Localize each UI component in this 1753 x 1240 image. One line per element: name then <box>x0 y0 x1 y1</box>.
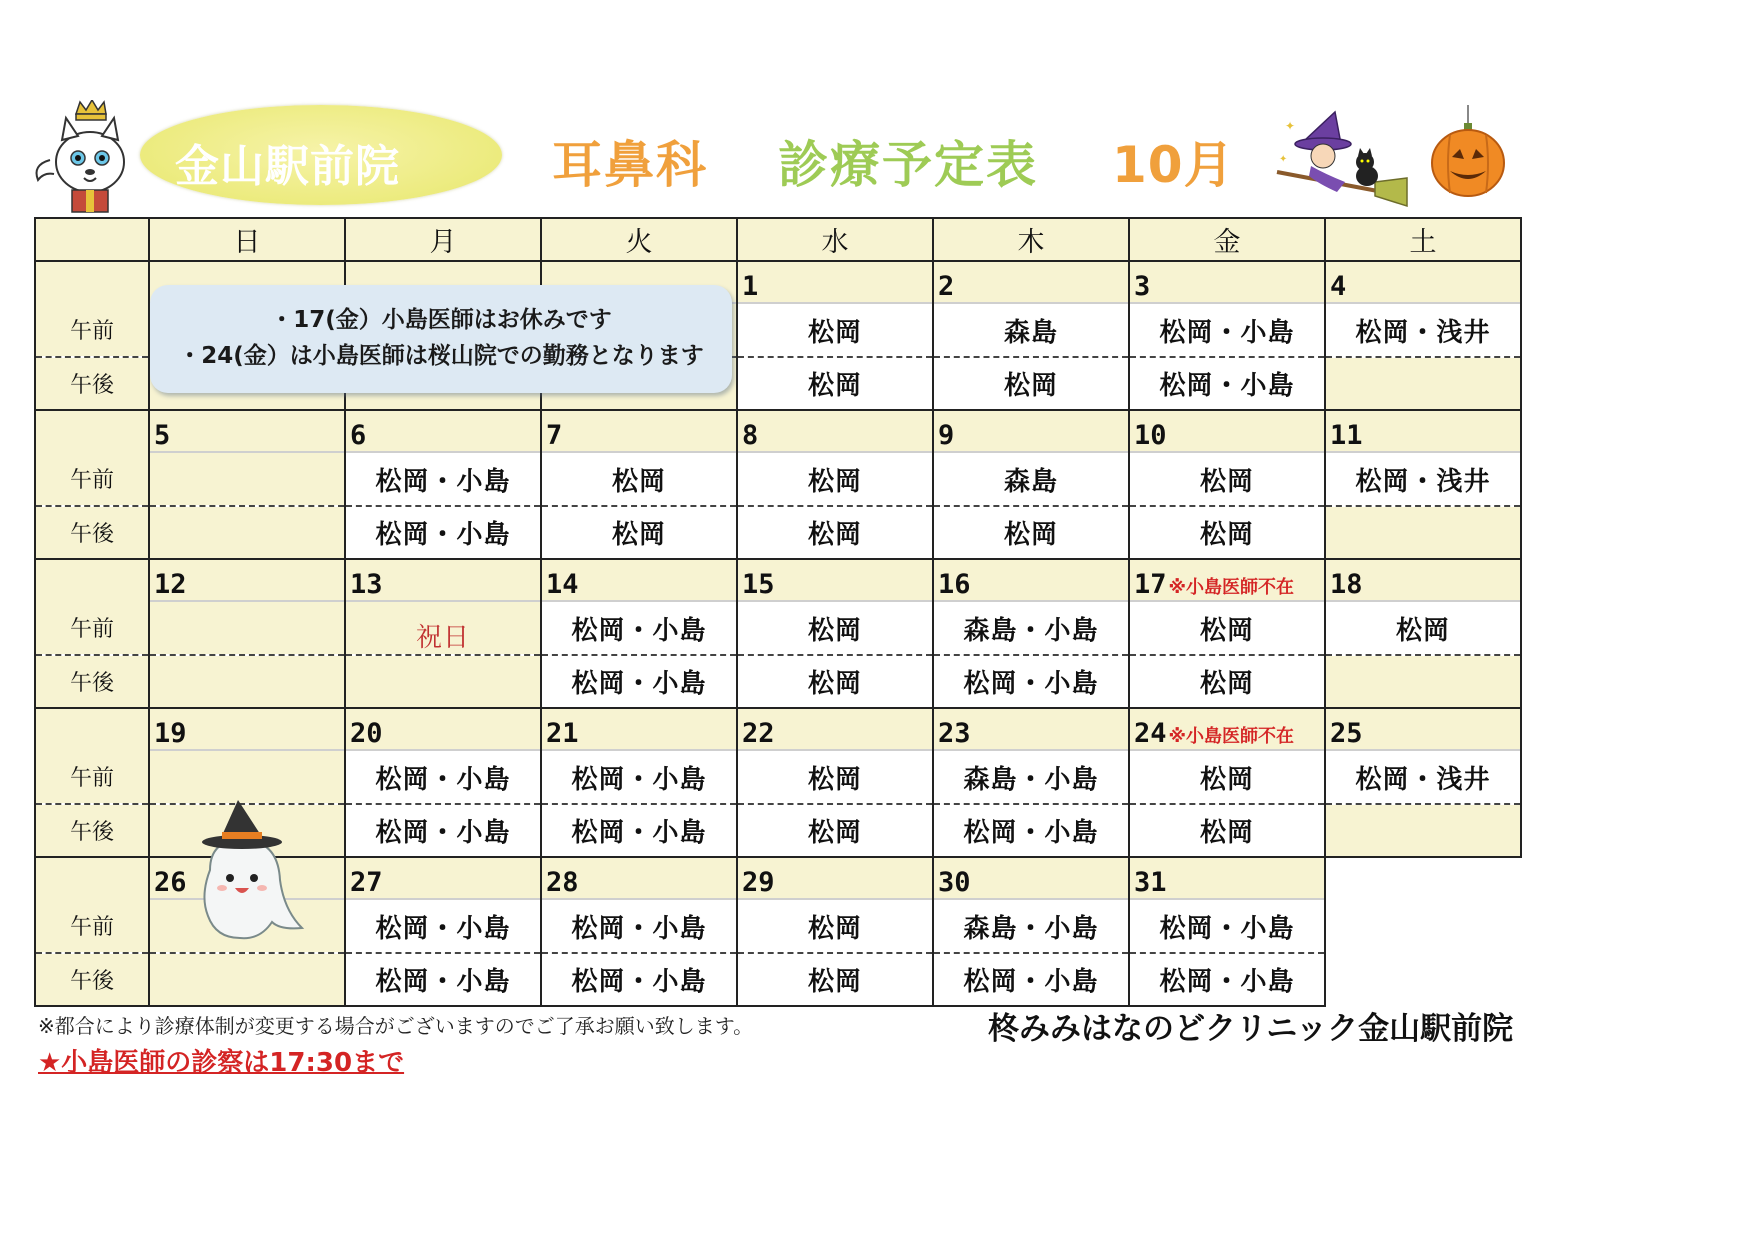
date-cell: 20 <box>345 708 541 750</box>
date-cell: 11 <box>1325 410 1521 452</box>
date-cell: 31 <box>1129 857 1325 899</box>
slot-cell: 森島 <box>933 303 1129 357</box>
slot-cell: 松岡・小島 <box>541 899 737 953</box>
slot-cell: 松岡 <box>933 357 1129 410</box>
label-spacer <box>35 708 149 750</box>
date-cell: 27 <box>345 857 541 899</box>
weekday-thu: 木 <box>933 218 1129 261</box>
date-cell: 19 <box>149 708 345 750</box>
absence-note: ※小島医師不在 <box>1168 577 1295 598</box>
date-cell: 14 <box>541 559 737 601</box>
slot-cell: 松岡・浅井 <box>1325 452 1521 506</box>
slot-cell: 松岡・小島 <box>1129 953 1325 1006</box>
week-3-pm-row <box>35 655 1521 708</box>
date-cell: 25 <box>1325 708 1521 750</box>
week-4-date-row <box>35 708 1521 750</box>
date-cell: 4 <box>1325 261 1521 303</box>
date-cell-24 <box>1129 708 1325 750</box>
notice-line-2: ・24(金）は小島医師は桜山院での勤務となります <box>178 343 704 369</box>
blank-cell <box>1325 857 1521 899</box>
week-2-pm-row <box>35 506 1521 559</box>
notice-line-1: ・17(金）小島医師はお休みです <box>270 307 612 333</box>
date-cell: 1 <box>737 261 933 303</box>
slot-cell: 松岡 <box>1325 601 1521 655</box>
pm-label: 午後 <box>35 804 149 857</box>
notice-box <box>150 285 732 393</box>
slot-cell: 松岡 <box>737 506 933 559</box>
slot-cell: 森島・小島 <box>933 750 1129 804</box>
slot-cell: 松岡 <box>541 452 737 506</box>
date-cell: 16 <box>933 559 1129 601</box>
date-cell: 12 <box>149 559 345 601</box>
slot-cell: 松岡・小島 <box>345 953 541 1006</box>
slot-cell <box>149 953 345 1006</box>
hours-warning: ★小島医師の診察は17:30まで <box>38 1048 405 1078</box>
slot-cell: 松岡 <box>737 357 933 410</box>
witch-icon <box>1275 110 1410 210</box>
title-schedule: 診療予定表 <box>778 136 1038 194</box>
svg-text:✦: ✦ <box>1279 154 1288 165</box>
cat-mascot-icon <box>32 100 142 215</box>
date-number: 17 <box>1134 569 1167 600</box>
pm-label: 午後 <box>35 357 149 410</box>
weekday-fri: 金 <box>1129 218 1325 261</box>
ghost-icon <box>180 800 310 950</box>
date-cell: 21 <box>541 708 737 750</box>
slot-cell: 松岡・小島 <box>541 750 737 804</box>
date-cell-17 <box>1129 559 1325 601</box>
slot-cell: 松岡・小島 <box>933 953 1129 1006</box>
am-label: 午前 <box>35 303 149 357</box>
date-cell: 7 <box>541 410 737 452</box>
slot-cell: 松岡・浅井 <box>1325 750 1521 804</box>
date-cell: 5 <box>149 410 345 452</box>
pm-label: 午後 <box>35 506 149 559</box>
week-2-date-row <box>35 410 1521 452</box>
slot-cell <box>1325 357 1521 410</box>
date-cell: 10 <box>1129 410 1325 452</box>
corner-cell <box>35 218 149 261</box>
slot-cell: 松岡 <box>737 953 933 1006</box>
title-month: 10月 <box>1112 136 1235 194</box>
slot-cell: 松岡・小島 <box>345 452 541 506</box>
weekday-sat: 土 <box>1325 218 1521 261</box>
slot-cell: 松岡 <box>737 452 933 506</box>
weekday-sun: 日 <box>149 218 345 261</box>
branch-name: 金山駅前院 <box>175 141 400 192</box>
slot-cell <box>149 506 345 559</box>
slot-cell: 松岡 <box>1129 506 1325 559</box>
slot-cell: 松岡 <box>737 601 933 655</box>
slot-cell: 松岡 <box>1129 452 1325 506</box>
slot-cell: 松岡・小島 <box>1129 899 1325 953</box>
date-cell: 15 <box>737 559 933 601</box>
slot-cell: 松岡 <box>737 303 933 357</box>
slot-cell <box>1325 804 1521 857</box>
date-cell: 29 <box>737 857 933 899</box>
date-cell: 3 <box>1129 261 1325 303</box>
week-4-am-row <box>35 750 1521 804</box>
slot-cell: 松岡・浅井 <box>1325 303 1521 357</box>
week-3-am-row <box>35 601 1521 655</box>
date-cell: 9 <box>933 410 1129 452</box>
weekday-tue: 火 <box>541 218 737 261</box>
slot-cell: 松岡・小島 <box>345 899 541 953</box>
week-3-date-row <box>35 559 1521 601</box>
date-cell: 8 <box>737 410 933 452</box>
label-spacer <box>35 857 149 899</box>
slot-cell: 松岡・小島 <box>541 601 737 655</box>
slot-cell <box>149 452 345 506</box>
slot-cell: 松岡 <box>541 506 737 559</box>
slot-cell: 松岡 <box>1129 804 1325 857</box>
slot-cell: 松岡・小島 <box>541 804 737 857</box>
slot-cell: 松岡・小島 <box>541 655 737 708</box>
am-label: 午前 <box>35 601 149 655</box>
weekday-mon: 月 <box>345 218 541 261</box>
date-cell: 2 <box>933 261 1129 303</box>
slot-cell: 松岡・小島 <box>541 953 737 1006</box>
slot-cell: 松岡 <box>1129 750 1325 804</box>
slot-cell: 松岡・小島 <box>1129 303 1325 357</box>
am-label: 午前 <box>35 452 149 506</box>
date-cell: 13 <box>345 559 541 601</box>
title-department: 耳鼻科 <box>552 136 708 194</box>
slot-cell <box>345 655 541 708</box>
slot-cell: 松岡・小島 <box>933 655 1129 708</box>
date-cell: 26 <box>149 857 345 899</box>
slot-cell <box>149 601 345 655</box>
blank-cell <box>1325 899 1521 953</box>
am-label: 午前 <box>35 750 149 804</box>
slot-cell: 松岡 <box>737 899 933 953</box>
label-spacer <box>35 261 149 303</box>
absence-note: ※小島医師不在 <box>1168 726 1295 747</box>
date-number: 24 <box>1134 718 1167 749</box>
week-2-am-row <box>35 452 1521 506</box>
slot-cell <box>149 750 345 804</box>
date-cell: 18 <box>1325 559 1521 601</box>
date-cell: 22 <box>737 708 933 750</box>
pm-label: 午後 <box>35 655 149 708</box>
slot-cell: 松岡 <box>1129 655 1325 708</box>
date-cell: 30 <box>933 857 1129 899</box>
label-spacer <box>35 410 149 452</box>
slot-cell: 松岡 <box>933 506 1129 559</box>
label-spacer <box>35 559 149 601</box>
slot-cell: 松岡・小島 <box>345 804 541 857</box>
slot-cell: 松岡・小島 <box>1129 357 1325 410</box>
jack-o-lantern-icon <box>1428 105 1508 200</box>
slot-cell: 森島・小島 <box>933 601 1129 655</box>
slot-cell <box>1325 506 1521 559</box>
slot-cell <box>149 655 345 708</box>
slot-cell: 松岡 <box>737 804 933 857</box>
date-cell: 6 <box>345 410 541 452</box>
date-cell: 23 <box>933 708 1129 750</box>
slot-cell: 森島 <box>933 452 1129 506</box>
slot-cell: 森島・小島 <box>933 899 1129 953</box>
footnote: ※都合により診療体制が変更する場合がございますのでご了承お願い致します。 <box>38 1014 754 1038</box>
slot-cell: 松岡 <box>737 655 933 708</box>
weekday-wed: 水 <box>737 218 933 261</box>
slot-cell: 松岡 <box>1129 601 1325 655</box>
slot-cell <box>1325 655 1521 708</box>
pm-label: 午後 <box>35 953 149 1006</box>
blank-cell <box>1325 953 1521 1006</box>
slot-cell: 松岡・小島 <box>345 750 541 804</box>
slot-cell: 松岡 <box>737 750 933 804</box>
weekday-header-row <box>35 218 1521 261</box>
slot-cell: 松岡・小島 <box>345 506 541 559</box>
svg-text:✦: ✦ <box>1285 119 1296 133</box>
date-cell: 28 <box>541 857 737 899</box>
holiday-label: 祝日 <box>345 601 541 655</box>
week-5-pm-row <box>35 953 1521 1006</box>
am-label: 午前 <box>35 899 149 953</box>
slot-cell: 松岡・小島 <box>933 804 1129 857</box>
clinic-name: 柊みみはなのどクリニック金山駅前院 <box>988 1011 1514 1047</box>
